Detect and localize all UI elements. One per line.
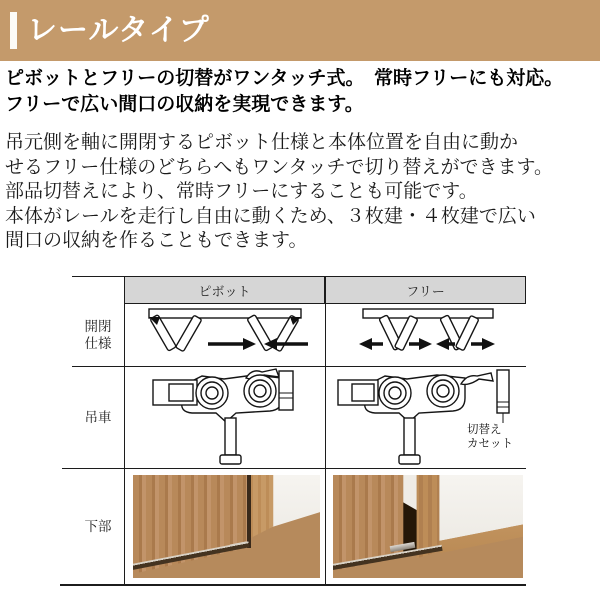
arrow-right-icon — [243, 338, 256, 350]
door-bottom-photo-free — [333, 475, 523, 578]
hanger-bolt — [404, 418, 415, 455]
description-line: せるフリー仕様のどちらへもワンタッチで切り替えができます。 — [5, 156, 553, 178]
arrow-left-icon — [359, 338, 372, 350]
door-bottom-photo-pivot — [133, 475, 320, 578]
arrow-left-icon — [436, 338, 449, 350]
title-accent-bar — [10, 12, 17, 49]
rail-icon — [149, 309, 301, 318]
row-label-trolley: 吊車 — [84, 409, 112, 425]
description-line: 間口の収納を作ることもできます。 — [5, 230, 308, 252]
latch-icon — [461, 373, 493, 384]
lead-paragraph — [5, 66, 563, 118]
hanger-bolt — [225, 418, 236, 455]
cell-bottom-free — [325, 468, 526, 584]
cell-trolley-free — [325, 366, 526, 468]
table-bottom-border — [60, 584, 526, 586]
cassette-annotation: 切替え カセット — [467, 424, 513, 450]
column-header-free: フリー — [325, 276, 526, 304]
trolley-free-diagram — [325, 366, 526, 468]
description-line: 吊元側を軸に開閉するピボット仕様と本体位置を自由に動か — [5, 132, 519, 153]
cell-open-free — [325, 304, 526, 366]
section-title-bar — [0, 0, 600, 61]
cell-bottom-pivot — [124, 468, 325, 584]
pivot-plate — [279, 371, 293, 410]
arrow-right-icon — [419, 338, 432, 350]
free-doors-diagram — [325, 304, 526, 366]
door-edge — [247, 475, 251, 548]
description-line: 本体がレールを走行し自由に動くため、３枚建・４枚建で広い — [5, 205, 536, 227]
pivot-doors-diagram — [124, 304, 325, 366]
column-header-pivot: ピボット — [124, 276, 325, 304]
lead-line: ピボットとフリーの切替がワンタッチ式。 常時フリーにも対応。 — [5, 68, 564, 89]
row-label-bottom: 下部 — [84, 518, 112, 534]
lead-line: フリーで広い間口の収納を実現できます。 — [5, 94, 364, 115]
row-label-open-close: 開閉仕様 — [84, 319, 112, 351]
arrow-right-icon — [482, 338, 495, 350]
spec-table — [0, 276, 600, 588]
description-line: 部品切替えにより、常時フリーにすることも可能です。 — [5, 181, 478, 203]
description-paragraph — [5, 131, 553, 254]
cell-trolley-pivot — [124, 366, 325, 468]
trolley-pivot-diagram — [124, 366, 325, 468]
page-title: レールタイプ — [27, 14, 210, 47]
cell-open-pivot — [124, 304, 325, 366]
